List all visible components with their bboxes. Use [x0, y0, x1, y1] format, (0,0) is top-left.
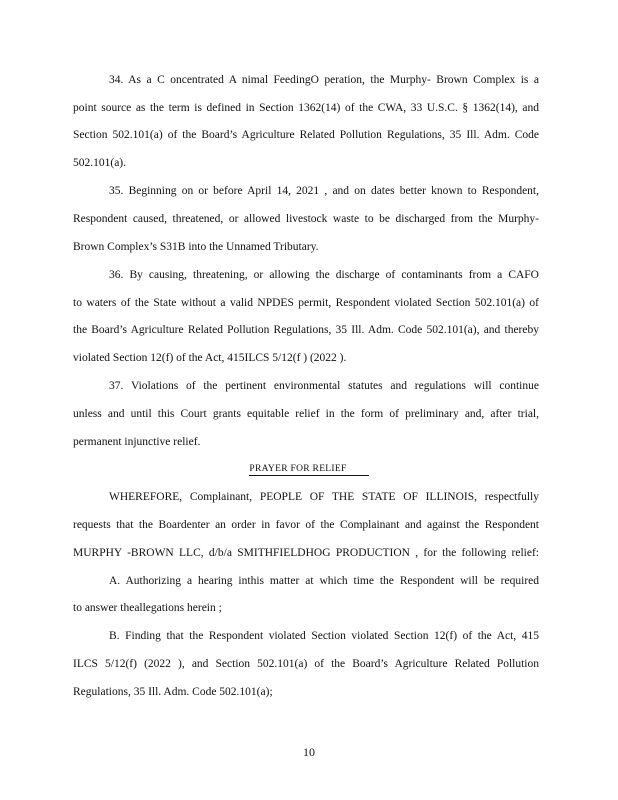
prayer-for-relief-heading-text: PRAYER FOR RELIEF [249, 464, 368, 476]
relief-a-line-1: A. Authorizing a hearing inthis matter at which time the Respondent will be required [109, 575, 539, 587]
paragraph-34-line-4: 502.101(a). [73, 157, 127, 169]
relief-b-line-1: B. Finding that the Respondent violated Section violated Section 12(f) of the Act, 415 [109, 630, 539, 642]
paragraph-35-line-1: 35. Beginning on or before April 14, 2021 , and on dates better known to Respondent, [109, 185, 539, 197]
paragraph-37-line-2: unless and until this Court grants equitable relief in the form of preliminary and, after trial, [73, 408, 539, 420]
paragraph-37-line-1: 37. Violations of the pertinent environmental statutes and regulations will continue [109, 380, 539, 392]
relief-a-line-2: to answer theallegations herein ; [73, 602, 222, 614]
paragraph-34-line-3: Section 502.101(a) of the Board’s Agriculture Related Pollution Regulations, 35 Ill. Adm. Code [73, 129, 539, 141]
paragraph-36-line-1: 36. By causing, threatening, or allowing the discharge of contaminants from a CAFO [109, 269, 539, 281]
paragraph-34-line-2: point source as the term is defined in Section 1362(14) of the CWA, 33 U.S.C. § 1362(14), and [73, 102, 539, 114]
paragraph-36-line-4: violated Section 12(f) of the Act, 415ILCS 5/12(f ) (2022 ). [73, 352, 347, 364]
paragraph-35-line-3: Brown Complex’s S31B into the Unnamed Tributary. [73, 241, 319, 253]
prayer-for-relief-heading [0, 463, 618, 475]
wherefore-line-2: requests that the Boardenter an order in favor of the Complainant and against the Respondent [73, 519, 539, 531]
paragraph-34-line-1: 34. As a C oncentrated A nimal FeedingO peration, the Murphy- Brown Complex is a [109, 74, 539, 86]
page-number: 10 [303, 745, 315, 759]
paragraph-37-line-3: permanent injunctive relief. [73, 436, 201, 448]
relief-b-line-3: Regulations, 35 Ill. Adm. Code 502.101(a); [73, 686, 273, 698]
paragraph-35-line-2: Respondent caused, threatened, or allowed livestock waste to be discharged from the Murphy- [73, 213, 539, 225]
paragraph-36-line-3: the Board’s Agriculture Related Pollution Regulations, 35 Ill. Adm. Code 502.101(a), and thereby [73, 324, 539, 336]
paragraph-36-line-2: to waters of the State without a valid NPDES permit, Respondent violated Section 502.101(a) of [73, 297, 539, 309]
wherefore-line-3: MURPHY -BROWN LLC, d/b/a SMITHFIELDHOG PRODUCTION , for the following relief: [73, 547, 539, 559]
relief-b-line-2: ILCS 5/12(f) (2022 ), and Section 502.101(a) of the Board’s Agriculture Related Pollution [73, 658, 539, 670]
wherefore-line-1: WHEREFORE, Complainant, PEOPLE OF THE STATE OF ILLINOIS, respectfully [109, 491, 539, 503]
